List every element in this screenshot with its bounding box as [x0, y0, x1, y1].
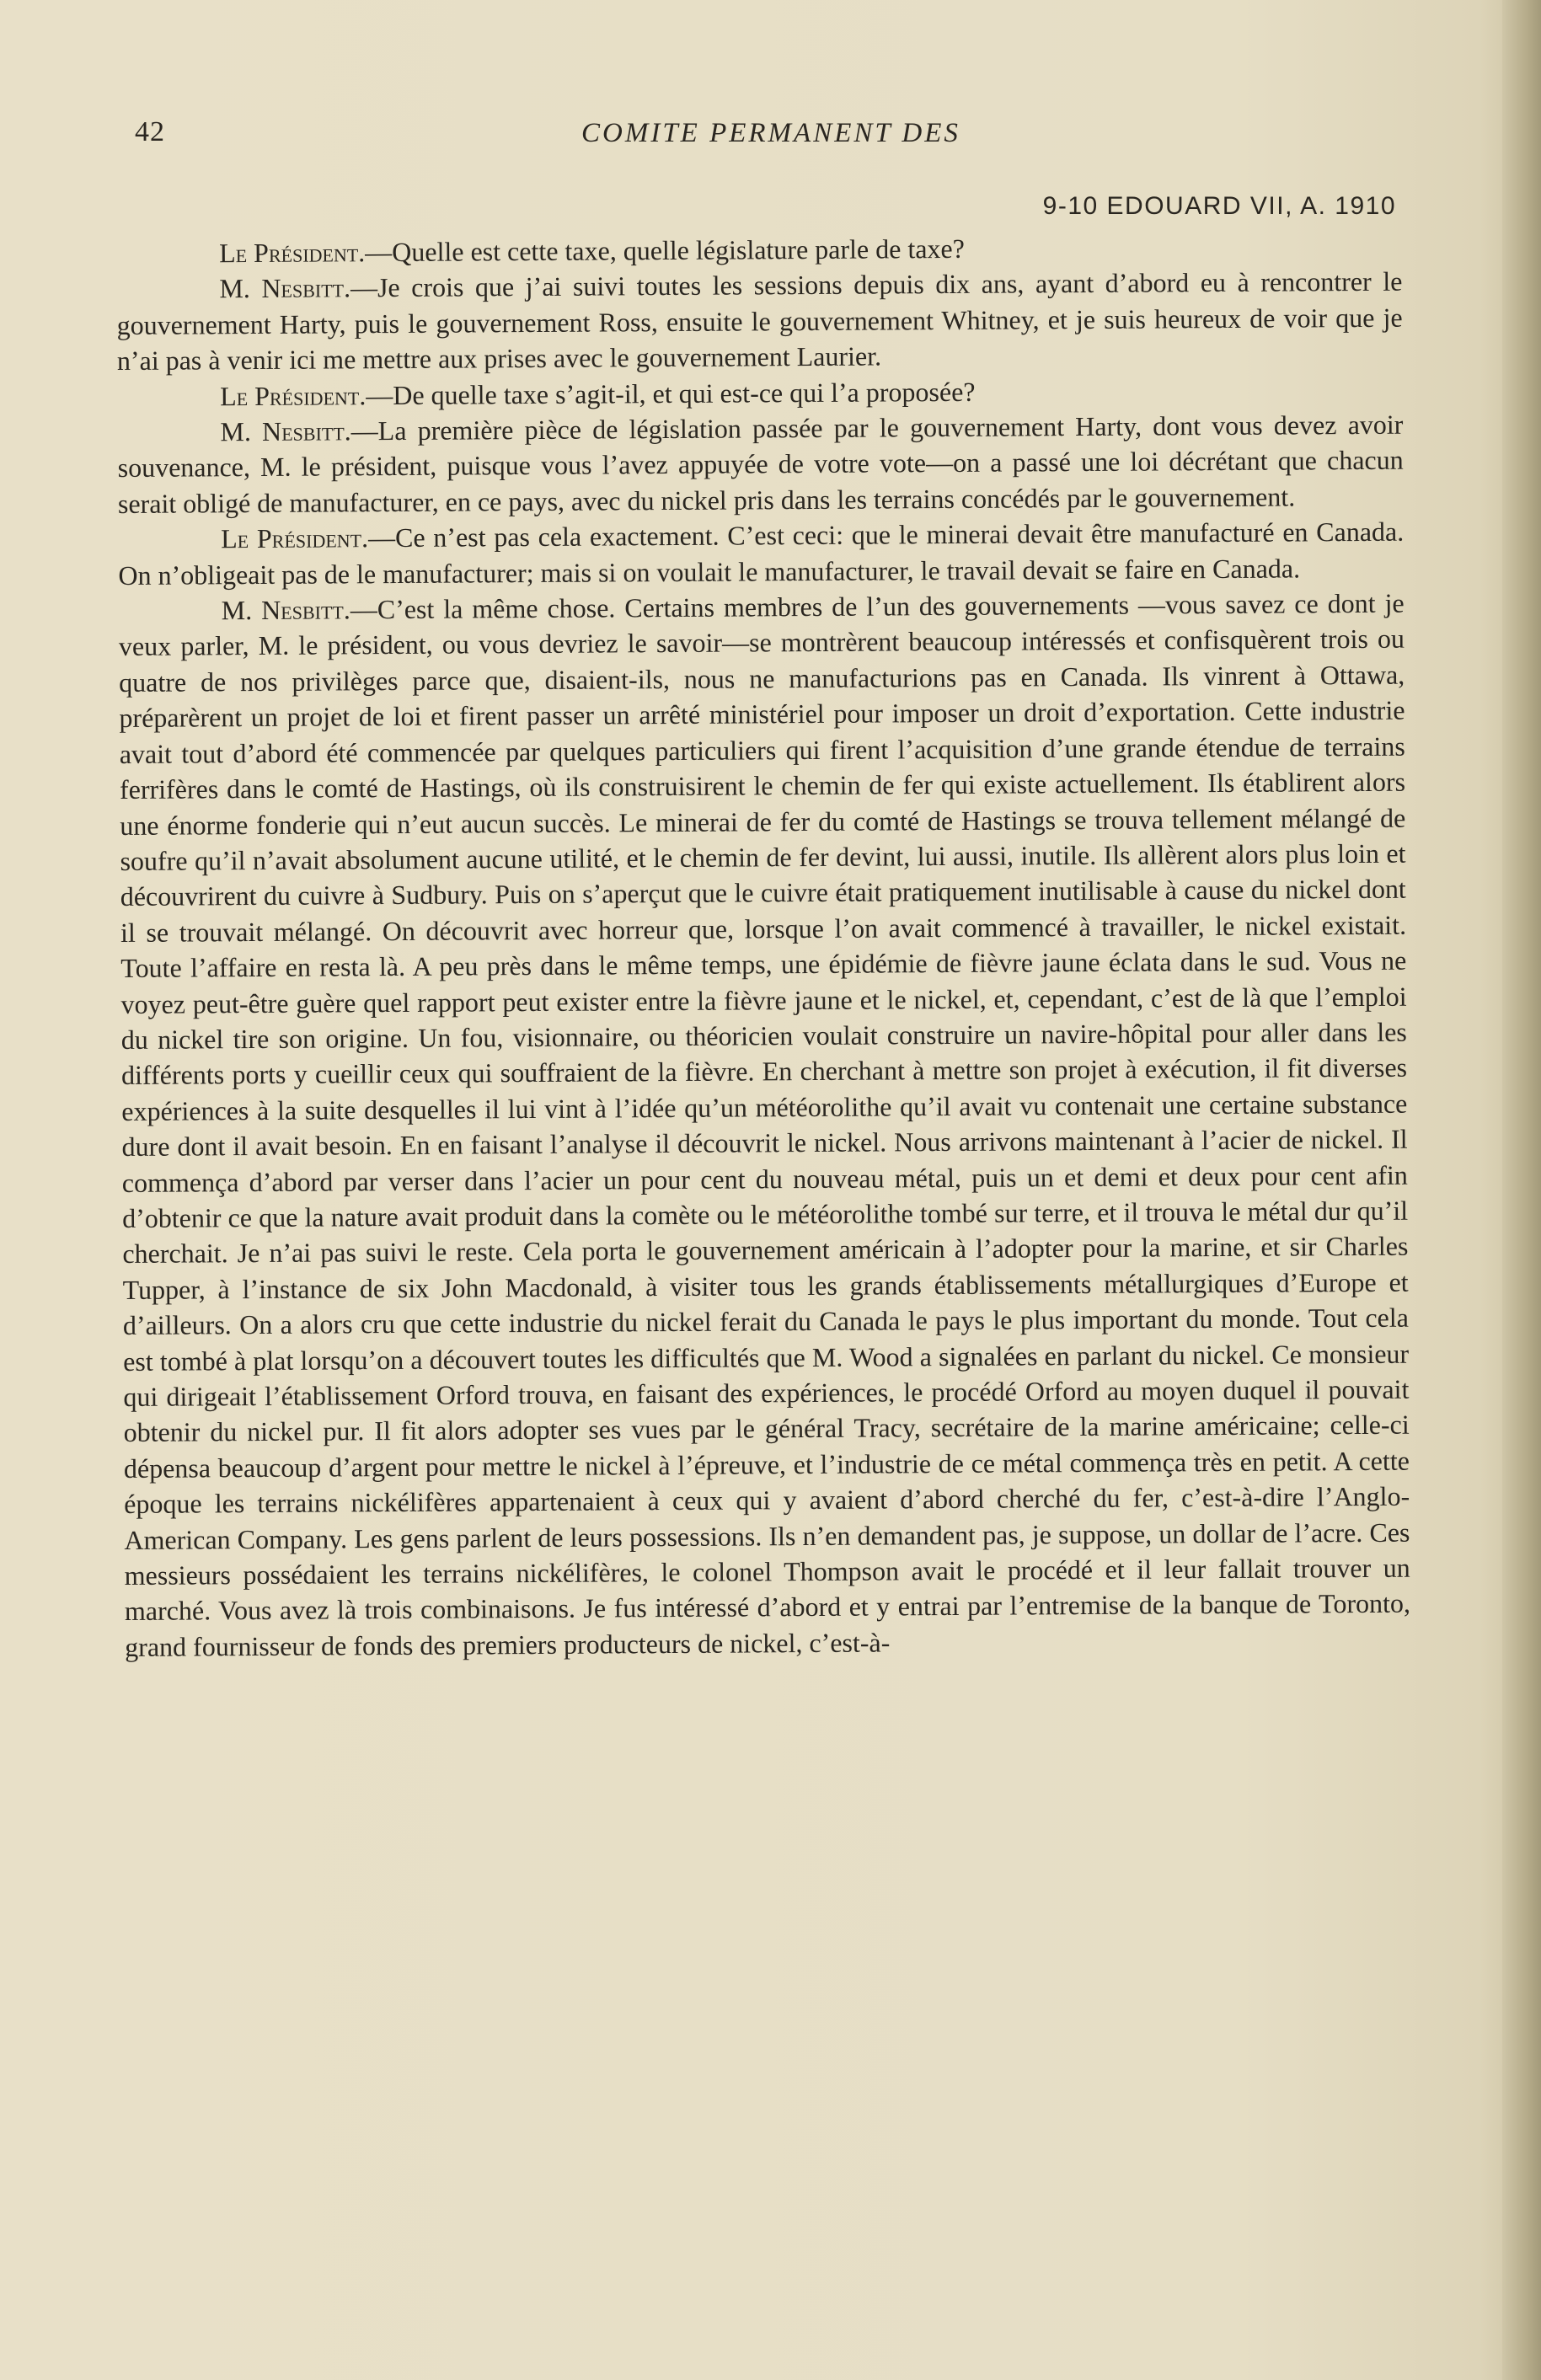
page-header [135, 116, 1399, 150]
speaker-label: Le Président. [220, 379, 367, 411]
paragraph [118, 514, 1404, 593]
document-body [116, 228, 1410, 1666]
paragraph-text: —Ce n’est pas cela exactement. C’est ceci: que le minerai devait être manufacturé en Canada. On n’obligeait pas de le manufacturer; mais si on voulait le manufacturer, le travail devait se faire en Canada. [118, 516, 1405, 591]
paragraph [117, 407, 1404, 522]
speaker-label: M. Nesbitt. [220, 415, 351, 447]
book-spine-shadow [1502, 0, 1541, 2380]
speaker-label: Le Président. [221, 522, 369, 554]
speaker-label: Le Président. [219, 237, 366, 269]
paragraph-text: —Quelle est cette taxe, quelle législature parle de taxe? [365, 233, 965, 268]
session-reference: 9-10 EDOUARD VII, A. 1910 [1042, 192, 1396, 220]
page-number: 42 [135, 116, 165, 147]
paragraph [119, 586, 1411, 1665]
running-title: COMITE PERMANENT DES [581, 118, 960, 148]
paragraph-text: —C’est la même chose. Certains membres de l’un des gouvernements —vous savez ce dont je veux parler, M. le président, ou vous devriez le savoir—se montrèrent beaucoup intéressés et confisquèrent trois ou quatre de nos privilèges parce que, disaient-ils, nous ne manufacturions pas en Canada. Ils vinrent à Ottawa, préparèrent un projet de loi et firent passer un arrêté ministériel pour imposer un droit d’exportation. Cette industrie avait tout d’abord été commencée par quelques particuliers qui firent l’acquisition d’une grande étendue de terrains ferrifères dans le comté de Hastings, où ils construisirent le chemin de fer qui existe actuellement. Ils établirent alors une énorme fonderie qui n’eut aucun succès. Le minerai de fer du comté de Hastings se trouva tellement mélangé de soufre qu’il n’avait absolument aucune utilité, et le chemin de fer devint, lui aussi, inutile. Ils allèrent alors plus loin et découvrirent du cuivre à Sudbury. Puis on s’aperçut que le cuivre était pratiquement inutilisable à cause du nickel dont il se trouvait mélangé. On découvrit avec horreur que, lorsque l’on avait commencé à travailler, le nickel existait. Toute l’affaire en resta là. A peu près dans le même temps, une épidémie de fièvre jaune éclata dans le sud. Vous ne voyez peut-être guère quel rapport peut exister entre la fièvre jaune et le nickel, et, cependant, c’est de là que l’emploi du nickel tire son origine. Un fou, visionnaire, ou théoricien voulait construire un navire-hôpital pour aller dans les différents ports y cueillir ceux qui souffraient de la fièvre. En cherchant à mettre son projet à exécution, il fit diverses expériences à la suite desquelles il lui vint à l’idée qu’un météorolithe qu’il avait vu contenait une certaine substance dure dont il avait besoin. En en faisant l’analyse il découvrit le nickel. Nous arrivons maintenant à l’acier de nickel. Il commença d’abord par verser dans l’acier un pour cent du nouveau métal, puis un et demi et deux pour cent afin d’obtenir ce que la nature avait produit dans la comète ou le météorolithe tombé sur terre, et il trouva le métal dur qu’il cherchait. Je n’ai pas suivi le reste. Cela porta le gouvernement américain à l’adopter pour la marine, et sir Charles Tupper, à l’instance de six John Macdonald, à visiter tous les grands établissements métallurgiques d’Europe et d’ailleurs. On a alors cru que cette industrie du nickel ferait du Canada le pays le plus important du monde. Tout cela est tombé à plat lorsqu’on a découvert toutes les difficultés que M. Wood a signalées en parlant du nickel. Ce monsieur qui dirigeait l’établissement Orford trouva, en faisant des expériences, le procédé Orford au moyen duquel il pouvait obtenir du nickel pur. Il fit alors adopter ses vues par le général Tracy, secrétaire de la marine américaine; celle-ci dépensa beaucoup d’argent pour mettre le nickel à l’épreuve, et l’industrie de ce métal commença très en petit. A cette époque les terrains nickélifères appartenaient à ceux qui y avaient d’abord cherché du fer, c’est-à-dire l’Anglo-American Company. Les gens parlent de leurs possessions. Ils n’en demandent pas, je suppose, un dollar de l’acre. Ces messieurs possédaient les terrains nickélifères, le colonel Thompson avait le procédé et il leur fallait trouver un marché. Vous avez là trois combinaisons. Je fus intéressé d’abord et y entrai par l’entremise de la banque de Toronto, grand fournisseur de fonds des premiers producteurs de nickel, c’est-à- [118, 587, 1411, 1662]
paragraph-text: —De quelle taxe s’agit-il, et qui est-ce qui l’a proposée? [366, 376, 976, 410]
paragraph-text: —Je crois que j’ai suivi toutes les sessions depuis dix ans, ayant d’abord eu à rencontrer le gouvernement Harty, puis le gouvernement Ross, ensuite le gouvernement Whitney, et je suis heureux de voir que je n’ai pas à venir ici me mettre aux prises avec le gouvernement Laurier. [116, 266, 1403, 377]
speaker-label: M. Nesbitt. [219, 272, 351, 304]
paragraph-text: —La première pièce de législation passée par le gouvernement Harty, dont vous devez avoir souvenance, M. le président, puisque vous l’avez appuyée de votre vote—on a passé une loi décrétant que chacun serait obligé de manufacturer, en ce pays, avec du nickel pris dans les terrains concédés par le gouvernement. [117, 409, 1404, 519]
paragraph [116, 264, 1403, 379]
speaker-label: M. Nesbitt. [221, 594, 350, 626]
